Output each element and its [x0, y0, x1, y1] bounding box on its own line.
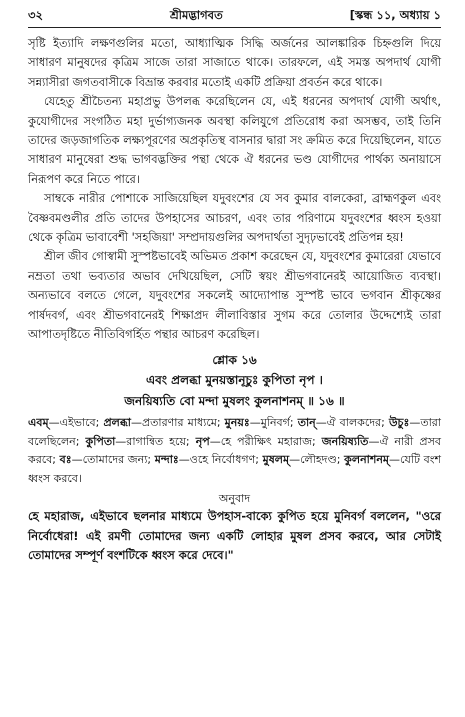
paragraph-3: সাম্বকে নারীর পোশাকে সাজিয়েছিল যদুবংশের যে সব কুমার বালকেরা, ব্রাহ্মণকুল এবং বৈষ্ণবমণ্ডলীর প্রতি তাদের উপহাসের আচরণ, এবং তার পরিণামে যদুবংশের ধ্বংস হওয়া থেকে কৃত্রিম ভাবাবেশী 'সহজিয়া' সম্প্রদায়গুলির অপদার্থতা সুদৃঢ়ভাবেই প্রতিপন্ন হয়!	[28, 191, 441, 245]
synonym-entry: কুপিতা—রাগান্বিত হয়ে;	[85, 434, 196, 448]
synonym-entry: প্রলব্ধা—প্রতারণার মাধ্যমে;	[103, 415, 225, 429]
synonym-entry: মুষলম্—লৌহদণ্ড;	[262, 453, 345, 467]
synonym-entry: মন্দাঃ—ওহে নির্বোধগণ;	[154, 453, 263, 467]
synonyms	[28, 414, 441, 488]
synonym-entry: কুলনাশনম্—যেটি বংশ ধ্বংস করবে।	[28, 453, 441, 485]
synonym-entry: বঃ—তোমাদের জন্য;	[59, 453, 155, 467]
verse-line-1: এবং প্রলব্ধা মুনয়স্তানূচুঃ কুপিতা নৃপ ।	[146, 372, 323, 387]
synonym-entry: মুনয়ঃ—মুনিবর্গ;	[224, 415, 298, 429]
synonym-entry: জনয়িষ্যতি—ঐ নারী প্রসব করবে;	[28, 434, 442, 467]
translation-heading: অনুবাদ	[218, 492, 251, 506]
paragraph-1: সৃষ্টি ইত্যাদি লক্ষণগুলির মতো, আধ্যাত্মিক সিদ্ধি অর্জনের আলঙ্কারিক চিহ্নগুলি দিয়ে সাধারণ মানুষদের কৃত্রিম সাজে তারা সাজাতে থাকে। তারফলে, এই সমস্ত অপদার্থ যোগী সন্ন্যাসীরা জগতবাসীকে বিভ্রান্ত করবার মতোই একটি প্রক্রিয়া প্রবর্তন করে থাকে।	[28, 36, 441, 89]
paragraph-2: যেহেতু শ্রীচৈতন্য মহাপ্রভু উপলব্ধ করেছিলেন যে, এই ধরনের অপদার্থ যোগী অর্থাৎ, কুযোগীদের সংগঠিত মহা দুর্ভাগ্যজনক অবস্থা কলিযুগে প্রতিরোধ করা অসম্ভব, তাই তিনি তাদের জড়জাগতিক লক্ষ্যপূরণের অপ্রকৃতিস্থ বাসনার দ্বারা সং ক্রমিত করে দিয়েছিলেন, যাতে সাধারণ মানুষেরা শুদ্ধ ভাগবদ্ভক্তির পন্থা থেকে ঐ ধরনের ভণ্ড যোগীদের পার্থক্য অনায়াসে নিরূপণ করে নিতে পারে।	[28, 94, 441, 186]
verse-title: শ্লোক ১৬	[212, 352, 257, 367]
synonym-entry: নৃপ—হে পরীক্ষিৎ মহারাজ;	[195, 434, 322, 448]
synonym-entry: উচুঃ—তারা বলেছিলেন;	[28, 415, 441, 448]
page-header	[28, 6, 441, 26]
synonym-entry: তান্—ঐ বালকদের;	[297, 415, 389, 429]
paragraph-4: শ্রীল জীব গোস্বামী সুস্পষ্টভাবেই অভিমত প্রকাশ করেছেন যে, যদুবংশের কুমারেরা যেভাবে নম্রতা তথা ভব্যতার অভাব দেখিয়েছিল, সেটি স্বয়ং শ্রীভগবানেরই আয়োজিত ব্যবস্থা। অন্যভাবে বলতে গেলে, যদুবংশের সকলেই আদ্যোপান্ত সুস্পষ্ট ভাবে ভগবান শ্রীকৃষ্ণের পার্ষদবর্গ, এবং শ্রীভগবানেরই শিক্ষাপ্রদ লীলাবিস্তার সুগম করে তোলার উদ্দেশ্যেই তারা আপাতদৃষ্টিতে নীতিবিগর্হিত পন্থার আচরণ করেছিল।	[28, 249, 441, 342]
translation-text: হে মহারাজ, এইভাবে ছলনার মাধ্যমে উপহাস-বাক্যে কুপিত হয়ে মুনিবর্গ বললেন, "ওরে নির্বোধেরা! এই রমণী তোমাদের জন্য একটি লোহার মুষল প্রসব করবে, আর সেটাই তোমাদের সম্পূর্ণ বংশটিকে ধ্বংস করে দেবে।"	[28, 509, 441, 563]
chapter-reference: [স্কন্ধ ১১, অধ্যায় ১	[349, 7, 441, 22]
header-rule	[28, 27, 441, 28]
synonym-entry: এবম্—এইভাবে;	[28, 415, 104, 429]
page-number: ৩২	[28, 7, 43, 22]
book-title: শ্রীমদ্ভাগবত	[169, 7, 223, 22]
page-body	[28, 34, 441, 566]
verse-line-2: জনয়িষ্যতি বো মন্দা মুষলং কুলনাশনম্ ॥ ১৬ ॥	[124, 393, 345, 408]
